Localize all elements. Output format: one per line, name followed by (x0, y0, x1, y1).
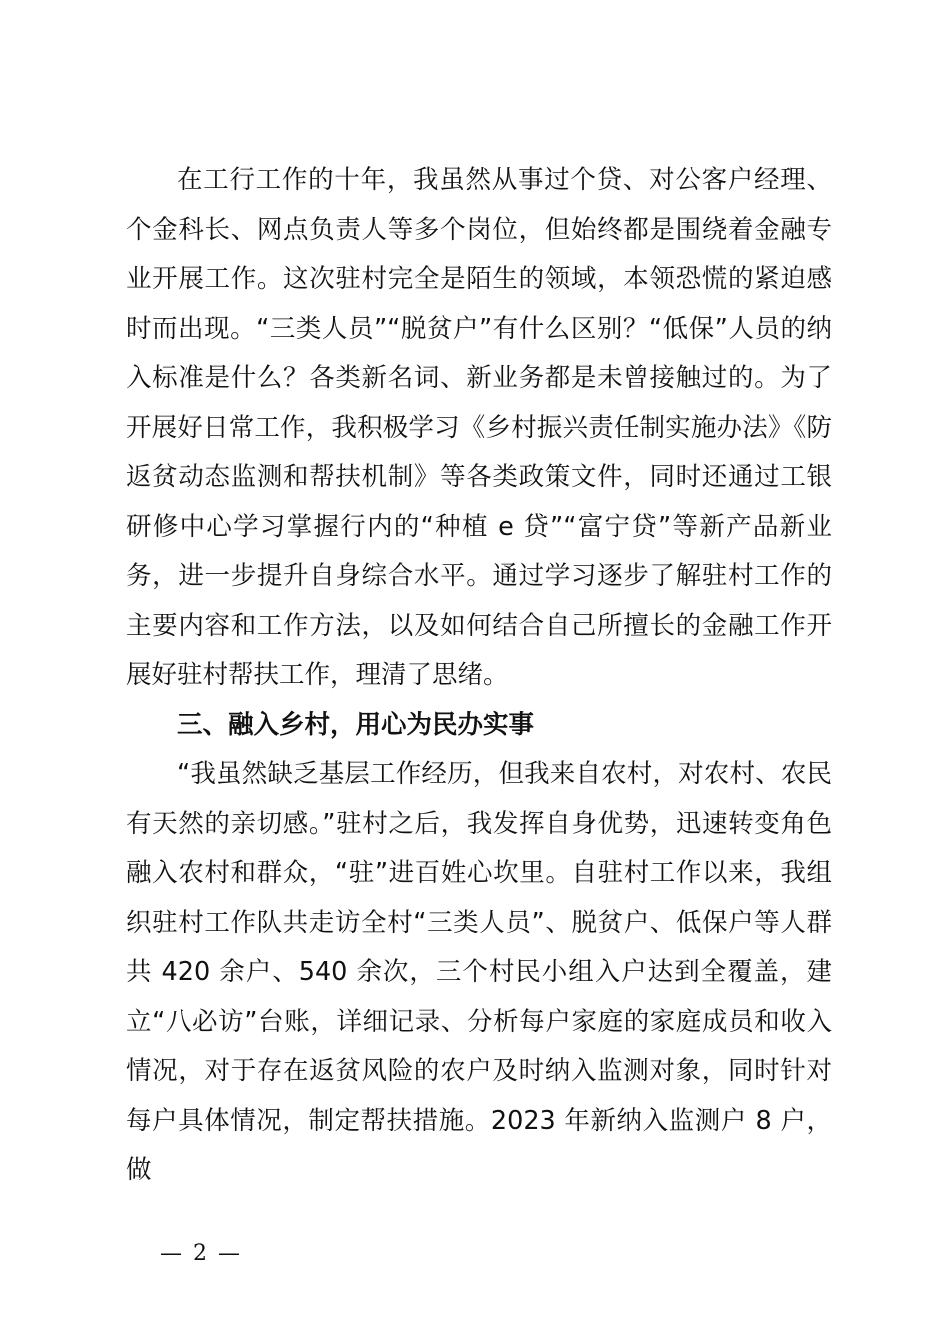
document-body (126, 156, 832, 1196)
body-paragraph: 在工行工作的十年，我虽然从事过个贷、对公客户经理、个金科长、网点负责人等多个岗位，但始终都是围绕着金融专业开展工作。这次驻村完全是陌生的领域，本领恐慌的紧迫感时而出现。“三类人员”“脱贫户”有什么区别？“低保”人员的纳入标准是什么？各类新名词、新业务都是未曾接触过的。为了开展好日常工作，我积极学习《乡村振兴责任制实施办法》《防返贫动态监测和帮扶机制》等各类政策文件，同时还通过工银研修中心学习掌握行内的“种植 e 贷”“富宁贷”等新产品新业务，进一步提升自身综合水平。通过学习逐步了解驻村工作的主要内容和工作方法，以及如何结合自己所擅长的金融工作开展好驻村帮扶工作，理清了思绪。 (126, 165, 832, 690)
body-paragraph: “我虽然缺乏基层工作经历，但我来自农村，对农村、农民有天然的亲切感。”驻村之后，我发挥自身优势，迅速转变角色融入农村和群众，“驻”进百姓心坎里。自驻村工作以来，我组织驻村工作队共走访全村“三类人员”、脱贫户、低保户等人群共 420 余户、540 余次，三个村民小组入户达到全覆盖，建立“八必访”台账，详细记录、分析每户家庭的家庭成员和收入情况，对于存在返贫风险的农户及时纳入监测对象，同时针对每户具体情况，制定帮扶措施。2023 年新纳入监测户 8 户，做 (126, 759, 832, 1185)
section-heading: 三、融入乡村，用心为民办实事 (177, 709, 535, 740)
page-number: — 2 — (160, 1241, 242, 1266)
